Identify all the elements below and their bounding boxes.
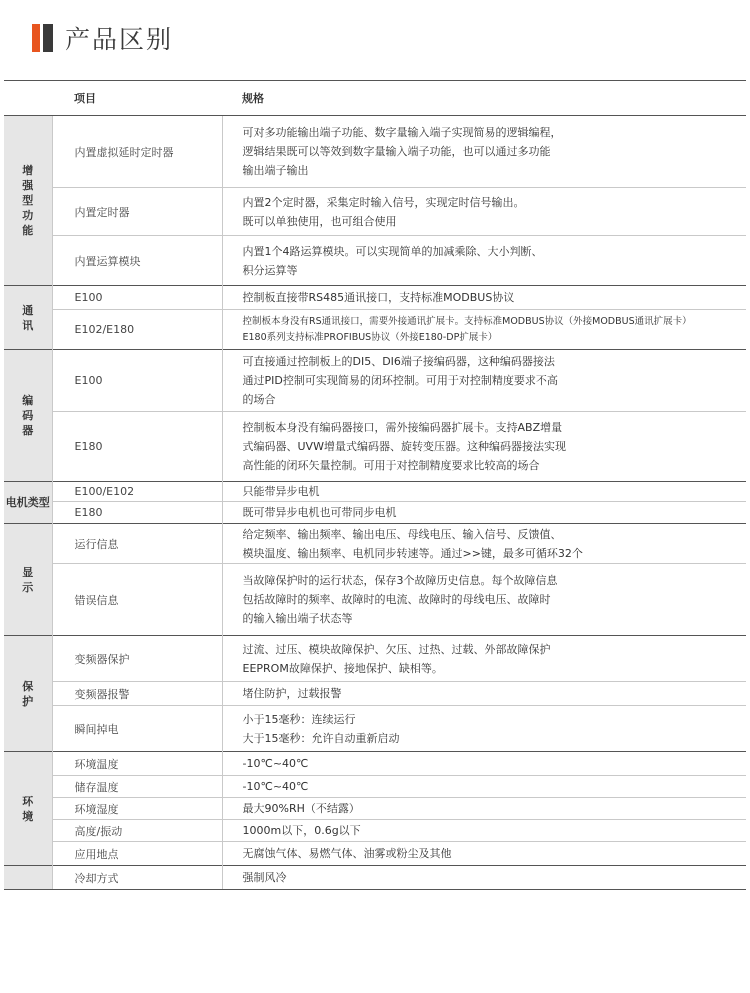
header-spec: 规格 [222,81,746,116]
spec-cell [222,116,746,188]
spec-cell [222,820,746,842]
table-row [4,706,746,752]
table-row [4,350,746,412]
table-row [4,524,746,564]
spec-line: -10℃~40℃ [242,780,309,793]
spec-line: 1000m以下，0.6g以下 [242,824,361,837]
category-label: 显示 [22,565,34,594]
spec-line: 可对多功能输出端子功能、数字量输入端子实现简易的逻辑编程， [242,126,562,139]
spec-cell [222,776,746,798]
spec-cell [222,524,746,564]
item-cell: 高度/振动 [52,820,222,842]
item-cell: E100 [52,286,222,310]
category-label: 通讯 [22,303,34,332]
category-label: 增强型功能 [22,164,34,237]
spec-line: 大于15毫秒：允许自动重新启动 [242,731,400,745]
page-heading [32,24,173,52]
category-label: 保护 [22,679,34,708]
spec-line: 模块温度、输出频率、电机同步转速等。通过>>键，最多可循环32个 [242,546,583,560]
item-cell: E102/E180 [52,310,222,350]
table-row [4,820,746,842]
spec-cell [222,502,746,524]
spec-line: -10℃~40℃ [242,757,309,770]
spec-line: 输出端子输出 [242,164,309,177]
item-cell: 运行信息 [52,524,222,564]
spec-line: 既可带异步电机也可带同步电机 [242,506,397,519]
table-row [4,502,746,524]
item-cell: 内置运算模块 [52,236,222,286]
spec-line: 高性能的闭环矢量控制。可用于对控制精度要求比较高的场合 [242,459,540,472]
item-cell: 内置虚拟延时定时器 [52,116,222,188]
header-category [4,81,52,116]
item-cell: E180 [52,502,222,524]
spec-line: 式编码器、UVW增量式编码器、旋转变压器。这种编码器接法实现 [242,440,566,453]
accent-bar-dark [43,24,53,52]
spec-cell [222,188,746,236]
spec-table [4,80,746,890]
spec-line: 内置2个定时器，采集定时输入信号，实现定时信号输出。 [242,195,525,209]
spec-cell [222,236,746,286]
category-cell [4,524,52,636]
table-row [4,564,746,636]
spec-cell [222,286,746,310]
header-item: 项目 [52,81,222,116]
table-row [4,798,746,820]
category-cell [4,636,52,752]
spec-line: 当故障保护时的运行状态，保存3个故障历史信息。每个故障信息 [242,574,558,587]
item-cell: 环境温度 [52,752,222,776]
table-row [4,866,746,890]
spec-cell [222,412,746,482]
category-cell [4,482,52,524]
item-cell: 变频器报警 [52,682,222,706]
table-row [4,682,746,706]
table-row [4,188,746,236]
accent-bar-orange [32,24,40,52]
spec-line: 过流、过压、模块故障保护、欠压、过热、过载、外部故障保护 [242,642,551,656]
spec-cell [222,706,746,752]
item-cell: E100 [52,350,222,412]
spec-line: 积分运算等 [242,263,298,277]
table-row [4,482,746,502]
table-row [4,842,746,866]
spec-line: 强制风冷 [242,871,287,884]
spec-line: 通过PID控制可实现简易的闭环控制。可用于对控制精度要求不高 [242,374,558,387]
spec-cell [222,682,746,706]
spec-line: 给定频率、输出频率、输出电压、母线电压、输入信号、反馈值、 [242,527,562,541]
spec-line: E180系列支持标准PROFIBUS协议（外接E180-DP扩展卡） [242,331,498,343]
table-row [4,286,746,310]
spec-cell [222,798,746,820]
item-cell: E180 [52,412,222,482]
item-cell: 应用地点 [52,842,222,866]
category-cell [4,866,52,890]
table-row [4,310,746,350]
category-cell [4,116,52,286]
category-label: 编码器 [22,394,34,437]
table-row [4,752,746,776]
spec-cell [222,310,746,350]
spec-cell [222,842,746,866]
table-body [4,116,746,890]
spec-cell [222,564,746,636]
item-cell: 内置定时器 [52,188,222,236]
spec-cell [222,866,746,890]
item-cell: 错误信息 [52,564,222,636]
spec-cell [222,752,746,776]
table-row [4,116,746,188]
spec-cell [222,636,746,682]
spec-line: 最大90%RH（不结露） [242,802,360,815]
item-cell: 瞬间掉电 [52,706,222,752]
spec-line: 小于15毫秒：连续运行 [242,712,356,726]
spec-line: 内置1个4路运算模块。可以实现简单的加减乘除、大小判断、 [242,244,543,258]
item-cell: 冷却方式 [52,866,222,890]
table-row [4,236,746,286]
item-cell: 变频器保护 [52,636,222,682]
spec-line: 控制板本身没有RS通讯接口，需要外接通讯扩展卡。支持标准MODBUS协议（外接MODBUS通讯扩展卡） [242,315,692,327]
spec-line: EEPROM故障保护、接地保护、缺相等。 [242,661,443,675]
spec-line: 控制板本身没有编码器接口，需外接编码器扩展卡。支持ABZ增量 [242,421,563,434]
item-cell: E100/E102 [52,482,222,502]
page-title: 产品区别 [65,25,174,54]
spec-line: 只能带异步电机 [242,485,320,498]
spec-line: 逻辑结果既可以等效到数字量输入端子功能，也可以通过多功能 [242,145,551,158]
spec-line: 包括故障时的频率、故障时的电流、故障时的母线电压、故障时 [242,593,551,606]
spec-line: 控制板直接带RS485通讯接口，支持标准MODBUS协议 [242,291,515,304]
category-cell [4,350,52,482]
spec-cell [222,350,746,412]
category-cell [4,286,52,350]
category-label: 电机类型 [5,496,50,509]
item-cell: 储存温度 [52,776,222,798]
spec-cell [222,482,746,502]
category-cell [4,752,52,866]
table-header-row [4,81,746,116]
spec-line: 无腐蚀气体、易燃气体、油雾或粉尘及其他 [242,847,452,860]
table-row [4,412,746,482]
spec-line: 既可以单独使用，也可组合使用 [242,214,397,228]
item-cell: 环境湿度 [52,798,222,820]
table-row [4,776,746,798]
spec-line: 的输入输出端子状态等 [242,612,353,625]
spec-line: 堵住防护，过载报警 [242,687,342,700]
category-label: 环境 [22,794,34,823]
spec-line: 可直接通过控制板上的DI5、DI6端子接编码器，这种编码器接法 [242,355,555,368]
spec-line: 的场合 [242,393,276,406]
table-row [4,636,746,682]
